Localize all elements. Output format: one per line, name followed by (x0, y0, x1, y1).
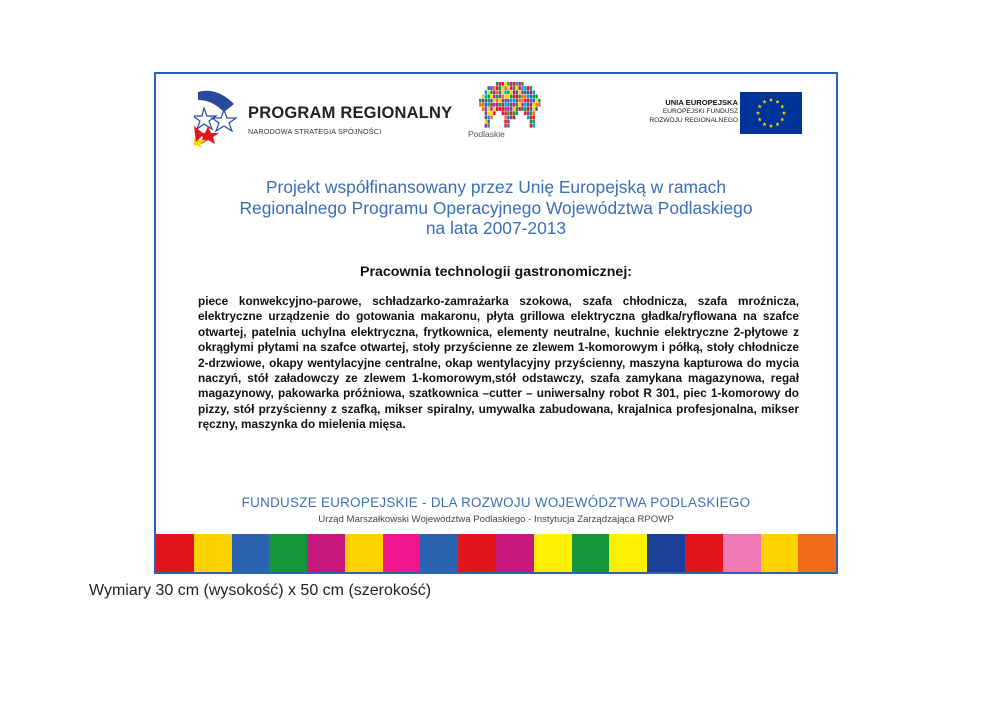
bison-tile (502, 82, 504, 86)
bison-tile (513, 99, 515, 103)
bison-tile (499, 86, 501, 90)
bison-tile (485, 120, 487, 124)
bison-tile (510, 111, 512, 115)
podlaskie-label: Podlaskie (468, 129, 505, 139)
bison-tile (487, 124, 489, 128)
bison-tile (504, 82, 506, 86)
bison-tile (527, 107, 529, 111)
bison-tile (493, 99, 495, 103)
bison-tile (507, 86, 509, 90)
bison-tile (535, 95, 537, 99)
bison-tile (487, 95, 489, 99)
bison-tile (487, 115, 489, 119)
bison-tile (516, 103, 518, 107)
bison-tile (504, 124, 506, 128)
bison-tile (504, 90, 506, 94)
bison-tile (487, 99, 489, 103)
bison-tile (487, 107, 489, 111)
bison-tile (530, 115, 532, 119)
bison-tile (513, 95, 515, 99)
bison-tile (504, 95, 506, 99)
bison-tile (487, 86, 489, 90)
bison-tile (530, 90, 532, 94)
color-stripe-bar (156, 534, 836, 572)
bison-tile (499, 99, 501, 103)
bison-tile (510, 99, 512, 103)
bison-tile (493, 86, 495, 90)
color-stripe (307, 534, 345, 572)
bison-tile (502, 103, 504, 107)
color-stripe (609, 534, 647, 572)
bison-tile (516, 86, 518, 90)
bison-tile (487, 120, 489, 124)
bison-tile (490, 115, 492, 119)
bison-tile (496, 103, 498, 107)
bison-tile (521, 90, 523, 94)
eu-fund-line1: EUROPEJSKI FUNDUSZ (662, 108, 738, 115)
bison-tile (521, 95, 523, 99)
bison-tile (510, 95, 512, 99)
bison-tile (516, 111, 518, 115)
bison-tile (527, 90, 529, 94)
bison-tile (530, 103, 532, 107)
bison-tile (530, 120, 532, 124)
bison-tile (507, 115, 509, 119)
bison-tile (521, 99, 523, 103)
bison-tile (490, 99, 492, 103)
bison-tile (510, 86, 512, 90)
bison-tile (521, 82, 523, 86)
bison-tile (490, 107, 492, 111)
color-stripe (723, 534, 761, 572)
bison-tile (513, 82, 515, 86)
bison-tile (499, 90, 501, 94)
bison-tile (482, 107, 484, 111)
bison-tile (527, 86, 529, 90)
bison-tile (527, 99, 529, 103)
bison-tile (516, 90, 518, 94)
bison-tile (507, 124, 509, 128)
bison-tile (499, 107, 501, 111)
bison-tile (504, 111, 506, 115)
program-regionalny-logo (194, 86, 453, 148)
bison-tile (485, 95, 487, 99)
bison-tile (490, 86, 492, 90)
color-stripe (647, 534, 685, 572)
color-stripe (798, 534, 836, 572)
bison-tile (527, 103, 529, 107)
bison-tile (490, 111, 492, 115)
bison-tile (504, 99, 506, 103)
color-stripe (496, 534, 534, 572)
bison-tile (516, 95, 518, 99)
eu-fund-line2: ROZWOJU REGIONALNEGO (649, 117, 738, 124)
footer-title: FUNDUSZE EUROPEJSKIE - DLA ROZWOJU WOJEWÓDZTWA PODLASKIEGO (241, 495, 751, 510)
bison-tile (538, 99, 540, 103)
bison-tile (524, 111, 526, 115)
color-stripe (572, 534, 610, 572)
bison-tile (482, 99, 484, 103)
bison-tile (521, 103, 523, 107)
bison-tile (485, 90, 487, 94)
bison-tile (504, 120, 506, 124)
bison-tile (527, 111, 529, 115)
bison-tile (496, 82, 498, 86)
color-stripe (232, 534, 270, 572)
bison-tile (518, 90, 520, 94)
bison-tile (482, 103, 484, 107)
bison-tile (499, 82, 501, 86)
color-stripe (534, 534, 572, 572)
bison-tile (502, 95, 504, 99)
eu-title: UNIA EUROPEJSKA (665, 98, 738, 107)
bison-tile (496, 99, 498, 103)
bison-tile (513, 111, 515, 115)
bison-tile (502, 99, 504, 103)
bison-tile (516, 99, 518, 103)
bison-tile (485, 103, 487, 107)
bison-tile (507, 103, 509, 107)
bison-tile (513, 90, 515, 94)
bison-tile (533, 103, 535, 107)
bison-tile (527, 95, 529, 99)
logo-bar (156, 74, 836, 154)
bison-tile (496, 90, 498, 94)
bison-tile (510, 107, 512, 111)
bison-tile (496, 107, 498, 111)
bison-tile (504, 86, 506, 90)
bison-tile (533, 107, 535, 111)
bison-tile (502, 107, 504, 111)
bison-tile (524, 103, 526, 107)
bison-tile (485, 115, 487, 119)
bison-tile (485, 107, 487, 111)
bison-tile (524, 107, 526, 111)
bison-tile (535, 107, 537, 111)
bison-tile (493, 111, 495, 115)
bison-tile (524, 99, 526, 103)
bison-tile (533, 95, 535, 99)
eu-logo (612, 88, 812, 134)
eu-flag-icon (740, 92, 802, 134)
headline-line-2: Regionalnego Programu Operacyjnego Województwa Podlaskiego (239, 197, 753, 218)
bison-tile (530, 99, 532, 103)
bison-tile (535, 99, 537, 103)
bison-tile (485, 99, 487, 103)
bison-tile (490, 90, 492, 94)
info-board (154, 72, 838, 574)
bison-tile (524, 86, 526, 90)
bison-tile (516, 82, 518, 86)
bison-tile (493, 103, 495, 107)
bison-tile (518, 82, 520, 86)
bison-tile (487, 103, 489, 107)
project-headline (156, 177, 836, 239)
bison-tile (530, 95, 532, 99)
bison-tile (504, 107, 506, 111)
bison-tile (513, 115, 515, 119)
bison-tile (493, 90, 495, 94)
bison-tile (533, 111, 535, 115)
bison-tile (513, 107, 515, 111)
bison-tile (518, 86, 520, 90)
bison-tile (510, 103, 512, 107)
bison-tile (502, 86, 504, 90)
bison-tile (516, 107, 518, 111)
equipment-list: piece konwekcyjno-parowe, schładzarko-zamrażarka szokowa, szafa chłodnicza, szafa mroźnicza, elektryczne urządzenie do gotowania makaronu, płyta grillowa elektryczna gładka/ryflowana na szafce otwartej, patelnia uchylna elektryczna, frytkownica, elementy neutralne, kuchnie elektryczne 2-płytowe z okrągłymi płytami na szafce otwartej, stoły przyścienne ze zlewem 1-komorowym i półką, stoły chłodnicze 2-drzwiowe, okapy wentylacyjne centralne, okap wentylacyjny przyścienny, maszyna kapturowa do mycia naczyń, stół załadowczy ze zlewem 1-komorowym,stół odstawczy, szafa zamykana magazynowa, regał magazynowy, pakowarka próżniowa, szatkownica –cutter – uniwersalny robot R 301, piec 1-komorowy do pizzy, stół przyścienny z szafką, mikser spiralny, umywalka zabudowana, krajalnica profesjonalna, mikser ręczny, maszynka do mielenia mięsa. (198, 294, 799, 432)
program-subtitle: NARODOWA STRATEGIA SPÓJNOŚCI (248, 127, 382, 136)
bison-tile (533, 99, 535, 103)
bison-tile (538, 103, 540, 107)
color-stripe (156, 534, 194, 572)
bison-tile (507, 90, 509, 94)
bison-tile (493, 95, 495, 99)
bison-tile (493, 107, 495, 111)
bison-tile (521, 107, 523, 111)
bison-tile (530, 86, 532, 90)
bison-tile (530, 107, 532, 111)
lab-title: Pracownia technologii gastronomicznej: (360, 264, 632, 280)
footer-subtitle: Urząd Marszałkowski Województwa Podlaskiego - Instytucja Zarządzająca RPOWP (318, 514, 674, 525)
color-stripe (761, 534, 799, 572)
bison-tile (496, 86, 498, 90)
bison-tile (518, 103, 520, 107)
bison-tile (510, 115, 512, 119)
bison-tile (533, 124, 535, 128)
bison-tile (513, 103, 515, 107)
bison-tile (479, 103, 481, 107)
podlaskie-logo (461, 82, 541, 148)
bison-tile (479, 99, 481, 103)
bison-tile (533, 115, 535, 119)
bison-tile (499, 103, 501, 107)
color-stripe (194, 534, 232, 572)
dimensions-caption: Wymiary 30 cm (wysokość) x 50 cm (szerokość) (89, 582, 432, 599)
headline-line-1: Projekt współfinansowany przez Unię Europejską w ramach (265, 177, 727, 197)
color-stripe (685, 534, 723, 572)
bison-tile (524, 90, 526, 94)
bison-tile (490, 103, 492, 107)
bison-tile (521, 86, 523, 90)
program-star-icon (194, 86, 246, 148)
bison-tile (524, 95, 526, 99)
bison-tile (504, 115, 506, 119)
color-stripe (383, 534, 421, 572)
headline-line-3: na lata 2007-2013 (425, 218, 567, 238)
bison-tile (518, 107, 520, 111)
color-stripe (345, 534, 383, 572)
bison-tile (487, 111, 489, 115)
bison-tile (507, 99, 509, 103)
bison-tile (510, 90, 512, 94)
bison-tile (485, 124, 487, 128)
color-stripe (458, 534, 496, 572)
bison-tile (513, 86, 515, 90)
bison-tile (504, 103, 506, 107)
bison-tile (507, 111, 509, 115)
bison-tile (482, 95, 484, 99)
bison-tile (507, 120, 509, 124)
bison-tile (507, 95, 509, 99)
bison-tile (518, 99, 520, 103)
bison-tile (535, 103, 537, 107)
bison-tile (490, 95, 492, 99)
bison-tile (499, 95, 501, 99)
bison-tile (487, 90, 489, 94)
bison-tile (518, 95, 520, 99)
bison-tile (507, 107, 509, 111)
color-stripe (269, 534, 307, 572)
bison-tile (510, 82, 512, 86)
bison-tile (530, 111, 532, 115)
color-stripe (420, 534, 458, 572)
bison-tile (502, 111, 504, 115)
program-title: PROGRAM REGIONALNY (248, 104, 453, 122)
bison-tile (496, 95, 498, 99)
bison-tile (485, 111, 487, 115)
bison-tile (533, 90, 535, 94)
bison-tile (533, 120, 535, 124)
bison-tile (502, 90, 504, 94)
eu-text (649, 98, 738, 125)
bison-tile (530, 124, 532, 128)
bison-mosaic-icon (479, 82, 541, 128)
bison-tile (527, 115, 529, 119)
bison-tile (507, 82, 509, 86)
